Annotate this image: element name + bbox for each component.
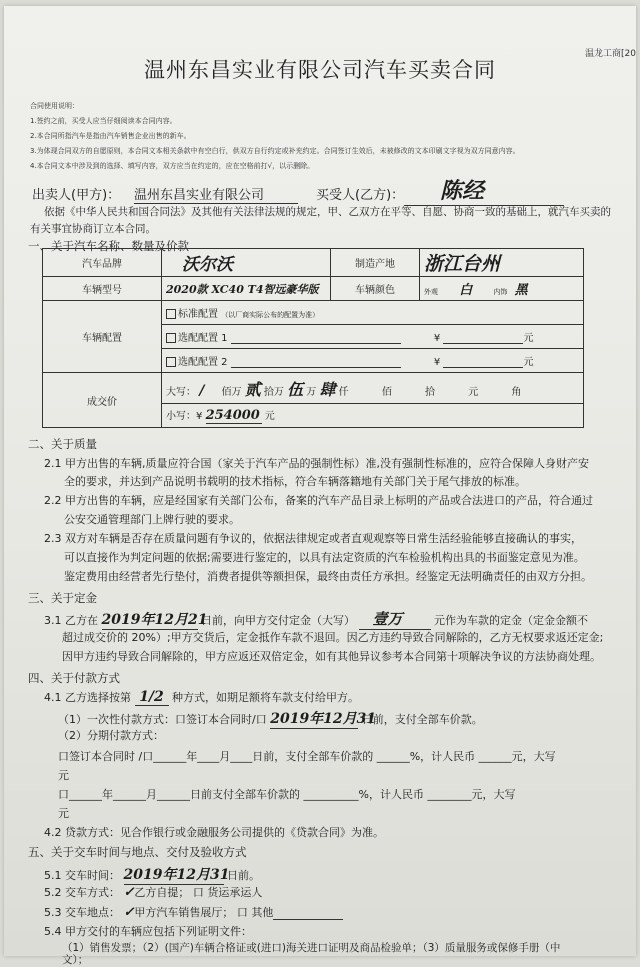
delivery-self-pickup: 乙方自提； <box>134 886 190 899</box>
quality-2-1-line1: 2.1 甲方出售的车辆,质量应符合国（家关于汽车产品的强制性标）准,没有强制性标准的，应符合保障人身财产安 <box>44 457 589 470</box>
table-row <box>43 277 584 301</box>
section-4-heading: 四、关于付款方式 <box>28 671 120 685</box>
config-option-2: 选配配置 2 <box>178 357 228 368</box>
section-2-heading: 二、关于质量 <box>28 437 97 451</box>
config-standard-note: （以厂商实际公布的配置为准） <box>221 311 320 319</box>
deposit-date: 2019年12月21 <box>102 609 198 630</box>
interior-value: 黑 <box>514 283 528 298</box>
deposit-line3: 因甲方违约导致合同解除的，甲方应返还双倍定金，如有其他异议参考本合同第十项解决争议的方法协商处理。 <box>62 650 601 663</box>
payment-method-choice: 1/2 <box>135 689 169 706</box>
color-label: 车辆颜色 <box>331 277 420 301</box>
instruction-3: 3.为体现合同双方的自愿原则，本合同文本相关条款中有空白行，供双方自行约定或补充约定。合同签订生效后，未被修改的文本印刷文字视为双方同意内容。 <box>30 147 520 155</box>
table-row: 选配配置 1 ¥ 元 <box>43 325 584 349</box>
installment-line2: 口______年______月______日前支付全部车价款的 __________%，计人民币 ________元，大写 <box>58 788 516 801</box>
table-row: 小写：¥ 254000 元 <box>43 404 584 428</box>
origin-label: 制造产地 <box>331 249 420 277</box>
instruction-1: 1.签约之前，买受人应当仔细阅读本合同内容。 <box>30 117 177 125</box>
installment-heading: （2）分期付款方式： <box>58 729 164 742</box>
quality-2-2-line2: 公安交通管理部门上牌行驶的要求。 <box>64 513 240 526</box>
config-standard: 标准配置 <box>178 309 218 320</box>
document-code: 温龙工商[20 <box>585 49 636 59</box>
instruction-4: 4.本合同文本中涉及到的选择、填写内容，双方应当在约定的，应在空格前打√，以示删除。 <box>30 162 315 170</box>
model-value: 2020款 XC40 T4智远豪华版 <box>166 282 319 296</box>
price-label: 成交价 <box>43 373 162 428</box>
brand-label: 汽车品牌 <box>43 249 162 277</box>
price-small-value: 254000 <box>205 408 260 423</box>
delivery-location-showroom: 甲方汽车销售展厅； <box>134 906 234 919</box>
quality-2-2-line1: 2.2 甲方出售的车辆，应是经国家有关部门公布，备案的汽车产品目录上标明的产品或合法进口的产品，符合通过 <box>44 494 593 507</box>
table-row: 选配配置 2 ¥ 元 <box>43 349 584 373</box>
quality-2-3-line1: 2.3 双方对车辆是否存在质量问题有争议的，依据法律规定或者直观观察等日常生活经验能够直接确认的事实， <box>44 532 582 545</box>
instruction-2: 2.本合同所指汽车是指由汽车销售企业出售的新车。 <box>30 132 191 140</box>
documents-heading: 5.4 甲方交付的车辆应包括下列证明文件： <box>44 925 252 938</box>
brand-value: 沃尔沃 <box>182 255 233 275</box>
preamble: 依据《中华人民共和国合同法》及其他有关法律法规的规定，甲、乙双方在平等、自愿、协商一致的基础上，就汽车买卖的有关事宜协商订立本合同。 <box>30 206 611 235</box>
instructions-title: 合同使用说明： <box>30 102 79 110</box>
documents-list-line1: （1）销售发票；（2）(国产)车辆合格证或(进口)海关进口证明及商品检验单；（3）质量服务或保修手册（中 <box>62 942 561 954</box>
loan-method: 4.2 贷款方式：见合作银行或金融服务公司提供的《贷款合同》为准。 <box>44 826 384 839</box>
config-label: 车辆配置 <box>43 301 162 373</box>
seller-label: 出卖人(甲方)： <box>32 188 121 203</box>
checkbox-icon[interactable] <box>166 333 176 343</box>
table-row <box>43 301 584 325</box>
model-label: 车辆型号 <box>43 277 162 301</box>
table-row <box>43 249 584 277</box>
full-payment-date: 2019年12月31 <box>270 708 358 729</box>
buyer-value: 陈经 <box>404 174 564 206</box>
installment-line1: 口签订本合同时 /口______年____月____日前，支付全部车价款的 ______%，计人民币 ______元，大写 <box>58 750 556 763</box>
delivery-date: 2019年12月31 <box>124 864 224 885</box>
contract-paper: 温龙工商[20 温州东昌实业有限公司汽车买卖合同 合同使用说明： 1.签约之前，买受人应当仔细阅读本合同内容。 2.本合同所指汽车是指由汽车销售企业出售的新车。 3.为体现合同双方的自愿原则，本合同文本相关条款中有空白行，供双方自行约定或补充约定。合同签订生效后，未被修改的文本印刷文字视为双方同意内容。 4.本合同文本中涉及到的选择、填写内容，双方应当在约定的，应在空格前打√，以示删除。 出卖人(甲方)： 温州东昌实业有限公司 买受人(乙方)： 陈经 依据《中华人民共和国合同法》及其他有关法律法规的规定，甲、乙双方在平等、自愿、协商一致的基础上，就汽车买卖的有关事宜协商订立本合同。 一、关于汽车名称、数量及价款 汽车品牌 沃尔沃 制造产地 浙江台州 车辆型号 2020款 XC40 T4智远豪华版 车辆颜色 外观 白 内饰 黑 车辆配置 标准配置 （以厂商实际公布的配置为准） 选配配置 1 ¥ 元 选配配置 2 ¥ 元 成交价 大写： / 佰万 贰 拾万 伍 万 肆 仟 佰 拾 元 角 小写：¥ 254000 元 二、关于质量 2.1 甲方出售的车辆,质量应符合国（家关于汽车产品的强制性标）准,没有强制性标准的，应符合保障人身财产安 全的要求，并达到产品说明书载明的技术指标，符合车辆落籍地有关部门关于尾气排放的标准。 2.2 甲方出售的车辆，应是经国家有关部门公布，备案的汽车产品目录上标明的产品或合法进口的产品，符合通过 公安交通管理部门上牌行驶的要求。 2.3 双方对车辆是否存在质量问题有争议的，依据法律规定或者直观观察等日常生活经验能够直接确认的事实， 可以直接作为判定问题的依据;需要进行鉴定的，以具有法定资质的汽车检验机构出具的书面鉴定意见为准。 鉴定费用由经营者先行垫付，消费者提供等额担保，最终由责任方承担。经鉴定无法明确责任的由双方分担。 三、关于定金 3.1 乙方在 2019年12月21 日前，向甲方交付定金（大写） 壹万 元作为车款的定金（定金金额不 超过成交价的 20%）;甲方交货后，定金抵作车款不退回。因乙方违约导致合同解除的，乙方无权要求返还定金; 因甲方违约导致合同解除的，甲方应返还双倍定金，如有其他异议参考本合同第十项解决争议的方法协商处理。 四、关于付款方式 4.1 乙方选择按第 1/2 种方式，如期足额将车款支付给甲方。 （1）一次性付款方式：口签订本合同时/口 2019年12月31 日前，支付全部车价款。 （2）分期付款方式： 口签订本合同时 /口______年____月____日前，支付全部车价款的 ______%，计人民币 ______元，大写 元 口______年______月______日前支付全部车价款的 __________%，计人民币 ________元，大写 元 4.2 贷款方式：见合作银行或金融服务公司提供的《贷款合同》为准。 五、关于交车时间与地点、交付及验收方式 5.1 交车时间： 2019年12月31 日前。 5.2 交车方式： ✓乙方自提； 口 货运承运人 5.3 交车地点： ✓甲方汽车销售展厅； 口 其他 5.4 甲方交付的车辆应包括下列证明文件： （1）销售发票；（2）(国产)车辆合格证或(进口)海关进口证明及商品检验单；（3）质量服务或保修手册（中 文）； <box>4 6 636 956</box>
exterior-value: 白 <box>459 283 473 298</box>
section-5-heading: 五、关于交车时间与地点、交付及验收方式 <box>28 845 247 859</box>
checkmark-icon: ✓ <box>123 885 135 900</box>
contract-title: 温州东昌实业有限公司汽车买卖合同 <box>144 58 496 82</box>
quality-2-3-line3: 鉴定费用由经营者先行垫付，消费者提供等额担保，最终由责任方承担。经鉴定无法明确责任的由双方分担。 <box>64 570 592 583</box>
deposit-line2: 超过成交价的 20%）;甲方交货后，定金抵作车款不退回。因乙方违约导致合同解除的，乙方无权要求返还定金; <box>62 631 604 644</box>
quality-2-1-line2: 全的要求，并达到产品说明书载明的技术指标，符合车辆落籍地有关部门关于尾气排放的标准。 <box>64 475 526 488</box>
checkbox-icon[interactable] <box>166 357 176 367</box>
interior-label: 内饰 <box>493 288 508 296</box>
checkbox-icon[interactable] <box>166 309 176 319</box>
quality-2-3-line2: 可以直接作为判定问题的依据;需要进行鉴定的，以具有法定资质的汽车检验机构出具的书面鉴定意见为准。 <box>64 551 585 564</box>
buyer-label: 买受人(乙方)： <box>316 188 405 203</box>
table-row: 成交价 大写： / 佰万 贰 拾万 伍 万 肆 仟 佰 拾 元 角 <box>43 373 584 404</box>
exterior-label: 外观 <box>424 288 438 296</box>
documents-list-line2: 文）； <box>62 954 89 966</box>
vehicle-table <box>42 248 584 428</box>
deposit-amount: 壹万 <box>359 608 431 630</box>
section-1-heading: 一、关于汽车名称、数量及价款 <box>28 239 189 253</box>
seller-value: 温州东昌实业有限公司 <box>134 184 298 204</box>
config-option-1: 选配配置 1 <box>178 333 228 344</box>
checkmark-icon: ✓ <box>123 905 135 920</box>
origin-value: 浙江台州 <box>424 253 501 275</box>
section-3-heading: 三、关于定金 <box>28 591 97 605</box>
